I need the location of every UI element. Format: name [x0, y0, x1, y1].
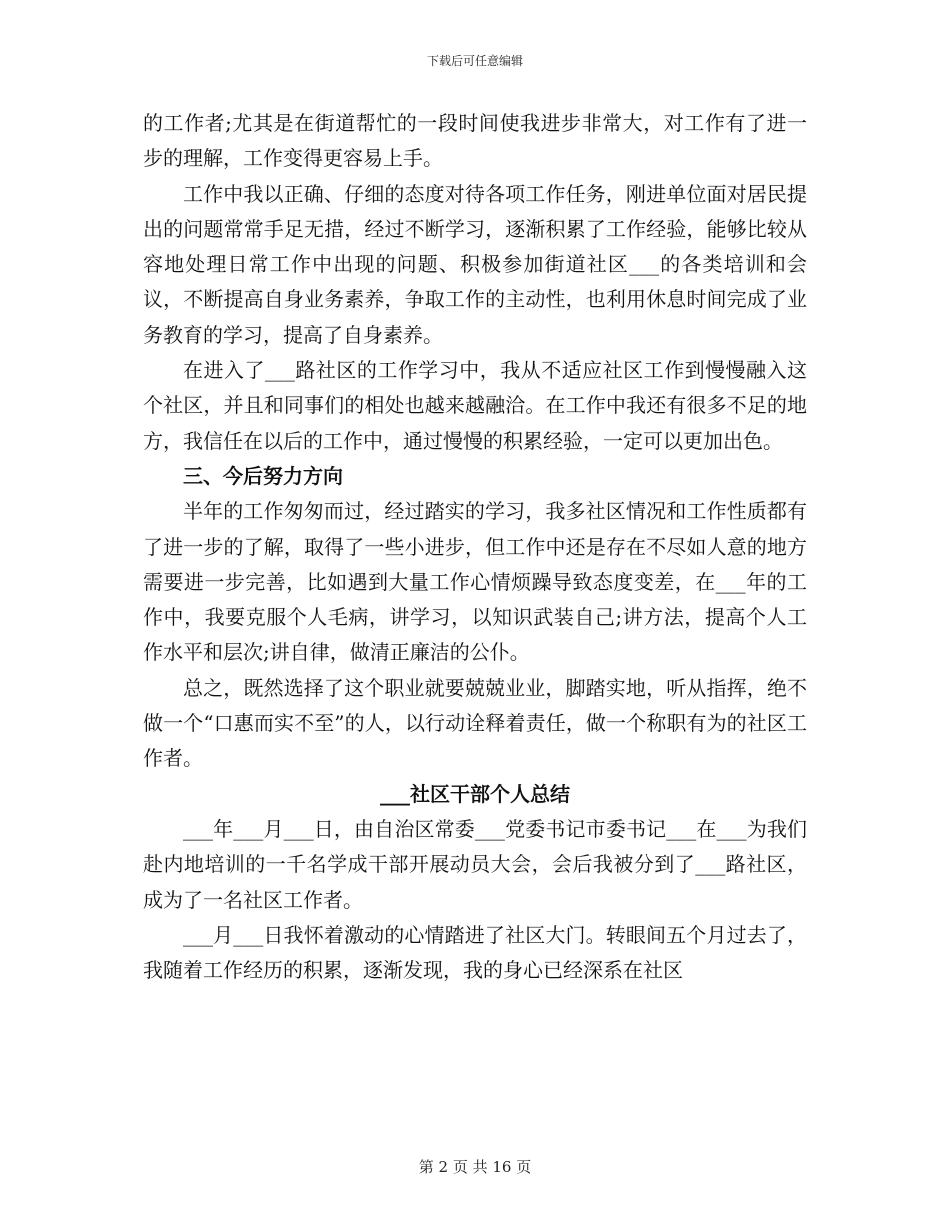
paragraph-entering-community: ___月___日我怀着激动的心情踏进了社区大门。转眼间五个月过去了，我随着工作经历的积累，逐渐发现，我的身心已经深系在社区 [143, 922, 807, 983]
document-body [143, 106, 807, 988]
paragraph-work-attitude: 工作中我以正确、仔细的态度对待各项工作任务，刚进单位面对居民提出的问题常常手足无措，经过不断学习，逐渐积累了工作经验，能够比较从容地处理日常工作中出现的问题、积极参加街道社区___的各类培训和会议，不断提高自身业务素养，争取工作的主动性，也利用休息时间完成了业务教育的学习，提高了自身素养。 [143, 181, 807, 347]
paragraph-half-year-review: 半年的工作匆匆而过，经过踏实的学习，我多社区情况和工作性质都有了进一步的了解，取得了一些小进步，但工作中还是存在不尽如人意的地方需要进一步完善，比如遇到大量工作心情烦躁导致态度变差，在___年的工作中，我要克服个人毛病，讲学习，以知识武装自己;讲方法，提高个人工作水平和层次;讲自律，做清正廉洁的公仆。 [143, 499, 807, 665]
page-header: 下载后可任意编辑 [426, 54, 523, 68]
page-number-footer: 第 2 页 共 16 页 [418, 1158, 532, 1176]
paragraph-continuation: 的工作者;尤其是在街道帮忙的一段时间使我进步非常大，对工作有了进一步的理解，工作变得更容易上手。 [143, 111, 807, 171]
section-heading-future-direction: 三、今后努力方向 [183, 463, 343, 488]
paragraph-mobilization-meeting: ___年___月___日，由自治区常委___党委书记市委书记___在___为我们赴内地培训的一千名学成干部开展动员大会，会后我被分到了___路社区，成为了一名社区工作者。 [143, 816, 807, 912]
paragraph-conclusion: 总之，既然选择了这个职业就要兢兢业业，脚踏实地，听从指挥，绝不做一个“口惠而实不至”的人，以行动诠释着责任，做一个称职有为的社区工作者。 [143, 675, 807, 771]
paragraph-community-integration: 在进入了___路社区的工作学习中，我从不适应社区工作到慢慢融入这个社区，并且和同事们的相处也越来越融洽。在工作中我还有很多不足的地方，我信任在以后的工作中，通过慢慢的积累经验，一定可以更加出色。 [143, 358, 807, 453]
document-title: ___社区干部个人总结 [380, 781, 570, 806]
